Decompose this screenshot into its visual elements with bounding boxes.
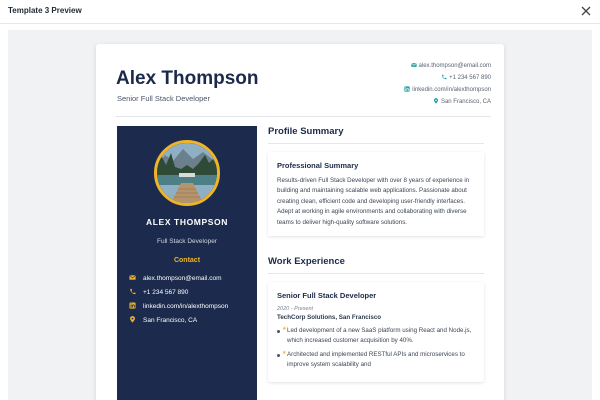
phone-icon	[441, 74, 447, 80]
job-bullet	[277, 326, 475, 347]
sidebar-location-item	[129, 314, 228, 328]
sidebar-email: alex.thompson@email.com	[143, 275, 222, 282]
profile-card-title: Professional Summary	[277, 161, 359, 170]
header-email-row	[404, 60, 491, 72]
profile-summary-text: Results-driven Full Stack Developer with over 8 years of experience in building and maintaining scalable web applications. Passionate about creating clean, efficient code and developing user-friendly interfaces. Adept at working in agile environments and collaborating with diverse teams to deliver high-quality software solutions.	[277, 177, 470, 226]
header-location-row	[404, 96, 491, 108]
sidebar-linkedin: linkedin.com/in/alexthompson	[143, 303, 229, 310]
job-bullet-text: Led development of a new SaaS platform using React and Node.js, which increased customer acquisition by 40%.	[287, 327, 472, 345]
sidebar-email-item	[129, 272, 228, 286]
job-bullet-text: Architected and implemented RESTful APIs and microservices to improve system scalability and	[287, 350, 465, 369]
star-icon: ★	[282, 326, 287, 333]
header-linkedin: linkedin.com/in/alexthompson	[412, 87, 491, 93]
resume-title: Senior Full Stack Developer	[117, 94, 210, 103]
sidebar-name: ALEX THOMPSON	[146, 217, 228, 227]
header-location: San Francisco, CA	[440, 99, 491, 105]
sidebar-phone-item	[129, 286, 228, 300]
bullet-dot-icon	[277, 330, 280, 333]
work-experience-heading: Work Experience	[268, 256, 484, 274]
modal-header	[0, 0, 600, 24]
landscape-photo	[157, 143, 217, 203]
job-card	[268, 282, 484, 382]
envelope-icon	[411, 62, 417, 68]
star-icon: ★	[282, 349, 287, 356]
header-phone-row	[404, 72, 491, 84]
sidebar-contact-heading: Contact	[173, 257, 201, 264]
profile-summary-heading: Profile Summary	[268, 126, 484, 144]
sidebar-linkedin-item	[129, 300, 228, 314]
job-dates: 2020 - Present	[277, 306, 314, 313]
sidebar-phone: +1 234 567 890	[143, 289, 189, 296]
sidebar-role: Full Stack Developer	[157, 238, 217, 245]
resume-sidebar	[117, 126, 257, 400]
sidebar-location: San Francisco, CA	[143, 317, 198, 324]
header-email: alex.thompson@email.com	[418, 63, 491, 69]
job-title: Senior Full Stack Developer	[277, 291, 377, 301]
job-bullets	[277, 326, 475, 371]
header-divider	[116, 116, 491, 117]
header-phone: +1 234 567 890	[449, 75, 491, 81]
linkedin-icon	[404, 86, 410, 92]
resume-page	[96, 44, 504, 400]
close-icon[interactable]	[580, 5, 592, 17]
map-pin-icon	[433, 98, 439, 104]
preview-canvas[interactable]	[8, 30, 592, 400]
profile-summary-card	[268, 152, 484, 236]
sidebar-contact-list	[129, 272, 228, 328]
map-pin-icon	[129, 316, 136, 323]
resume-name: Alex Thompson	[116, 68, 259, 89]
job-bullet	[277, 350, 475, 371]
modal-title: Template 3 Preview	[8, 6, 82, 15]
bullet-dot-icon	[277, 354, 280, 357]
avatar	[154, 140, 220, 206]
header-linkedin-row	[404, 84, 491, 96]
resume-main	[268, 126, 484, 382]
job-company: TechCorp Solutions, San Francisco	[277, 314, 382, 322]
linkedin-icon	[129, 302, 136, 309]
envelope-icon	[129, 274, 136, 281]
phone-icon	[129, 288, 136, 295]
header-contact	[404, 60, 491, 108]
